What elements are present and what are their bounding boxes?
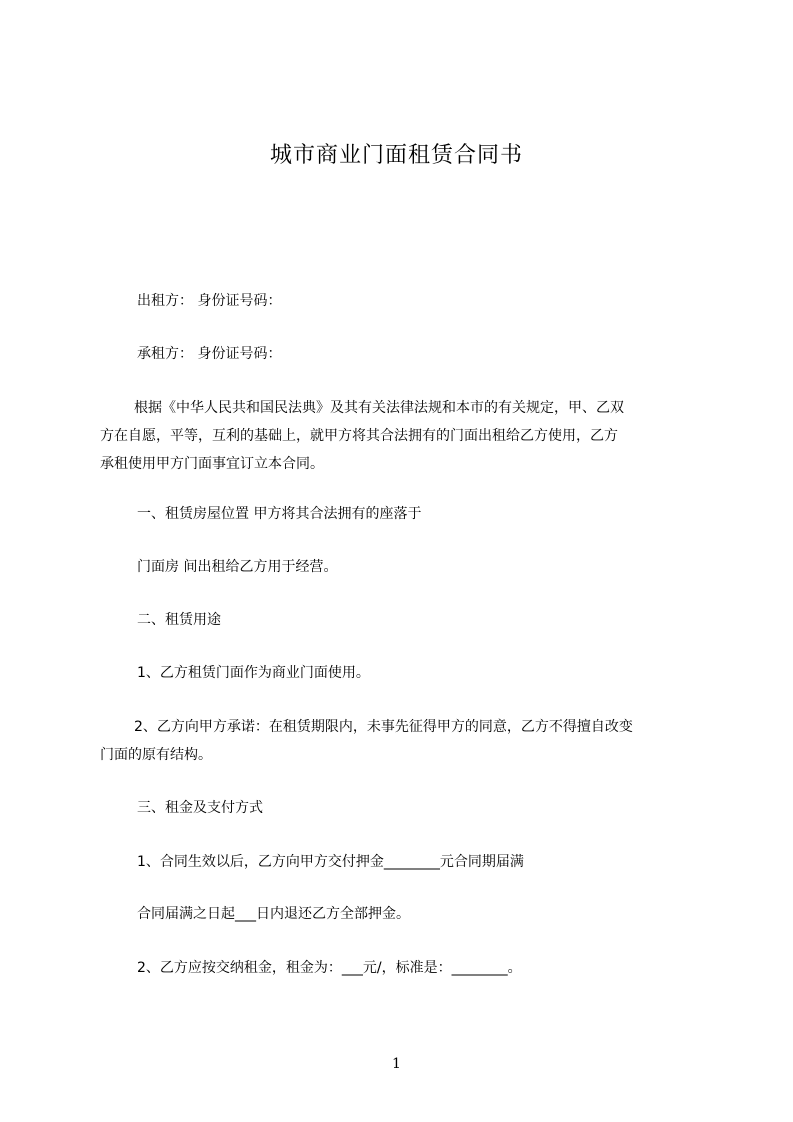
section3-item1-cont: 合同届满之日起___日内退还乙方全部押金。 [137, 906, 410, 922]
section2-item1: 1、乙方租赁门面作为商业门面使用。 [137, 665, 370, 681]
section2-heading: 二、租赁用途 [137, 612, 221, 628]
preamble-paragraph [134, 394, 734, 422]
section1-text: 门面房 间出租给乙方用于经营。 [137, 559, 338, 575]
section3-item1: 1、合同生效以后，乙方向甲方交付押金________元合同期届满 [137, 854, 524, 870]
section2-item2-line-1: 2、乙方向甲方承诺：在租赁期限内，未事先征得甲方的同意，乙方不得擅自改变 [134, 719, 633, 735]
lessor-line: 出租方： 身份证号码： [137, 293, 282, 309]
preamble-line-3: 承租使用甲方门面事宜订立本合同。 [100, 456, 324, 472]
section3-item2: 2、乙方应按交纳租金，租金为：___元/，标准是：________。 [137, 960, 522, 976]
section2-item2 [134, 713, 734, 741]
preamble-line-2: 方在自愿，平等，互利的基础上，就甲方将其合法拥有的门面出租给乙方使用，乙方 [100, 428, 618, 444]
document-title: 城市商业门面租赁合同书 [269, 143, 523, 168]
section2-item2-line-2: 门面的原有结构。 [100, 747, 212, 763]
lessee-line: 承租方： 身份证号码： [137, 346, 282, 362]
section2-item2-cont [100, 741, 700, 769]
page-number: 1 [392, 1056, 401, 1072]
section3-heading: 三、租金及支付方式 [137, 800, 263, 816]
section1-heading: 一、租赁房屋位置 甲方将其合法拥有的座落于 [137, 506, 422, 522]
preamble-paragraph-2 [100, 422, 700, 478]
preamble-line-1: 根据《中华人民共和国民法典》及其有关法律法规和本市的有关规定，甲、乙双 [134, 400, 624, 416]
